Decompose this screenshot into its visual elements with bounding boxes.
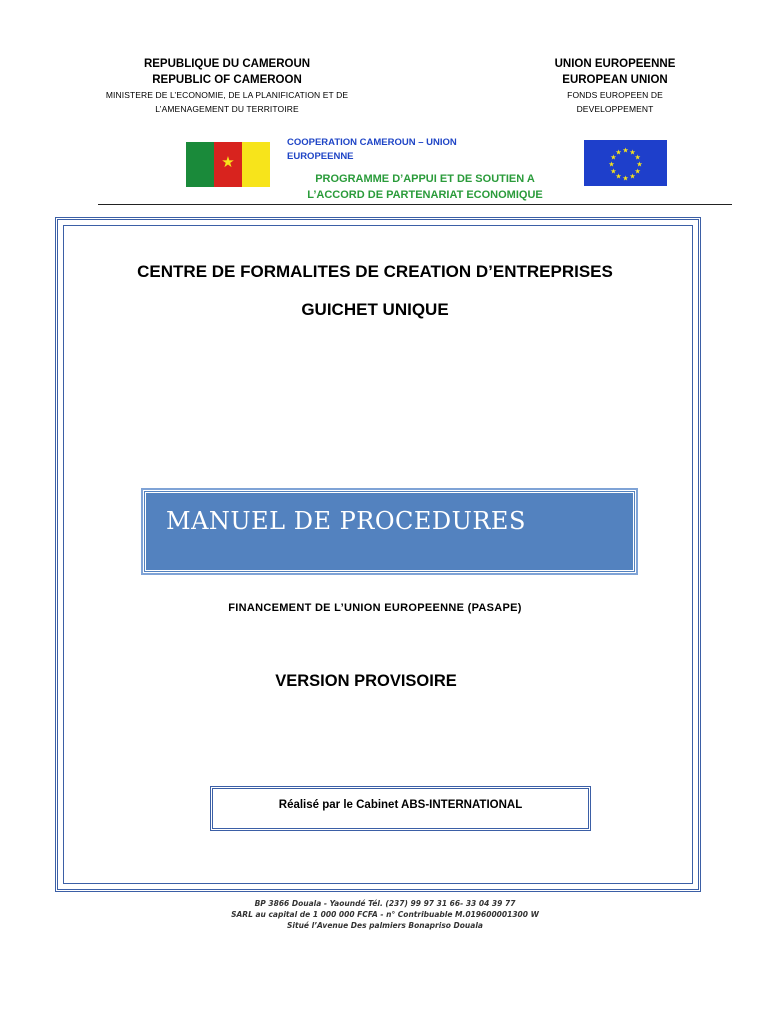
footer-line2: SARL au capital de 1 000 000 FCFA - n° Contribuable M.019600001300 W xyxy=(231,910,539,919)
svg-text:★: ★ xyxy=(634,167,641,176)
eu-flag-icon xyxy=(584,140,667,186)
cooperation-label xyxy=(287,136,527,164)
eu-stars-icon xyxy=(584,140,667,186)
ministry-line1: MINISTERE DE L’ECONOMIE, DE LA PLANIFICATION ET DE xyxy=(105,90,349,100)
document-title: CENTRE DE FORMALITES DE CREATION D’ENTREPRISES xyxy=(137,262,613,281)
version-label: VERSION PROVISOIRE xyxy=(275,672,457,690)
flag-stripe-red xyxy=(214,142,242,187)
svg-text:★: ★ xyxy=(622,174,629,183)
union-en: EUROPEAN UNION xyxy=(562,74,668,86)
footer xyxy=(150,898,620,931)
svg-text:★: ★ xyxy=(636,160,643,169)
cooperation-line1: COOPERATION CAMEROUN – UNION xyxy=(287,137,457,148)
svg-text:★: ★ xyxy=(610,153,617,162)
svg-text:★: ★ xyxy=(615,148,622,157)
author-label: Réalisé par le Cabinet ABS-INTERNATIONAL xyxy=(278,799,523,811)
financement-label: FINANCEMENT DE L’UNION EUROPEENNE (PASAPE) xyxy=(228,602,522,614)
svg-text:★: ★ xyxy=(608,160,615,169)
manual-banner xyxy=(143,490,636,573)
republic-en: REPUBLIC OF CAMEROON xyxy=(152,74,302,86)
footer-line3: Situé l’Avenue Des palmiers Bonapriso Douala xyxy=(287,921,483,930)
header-right xyxy=(520,56,710,116)
cooperation-line2: EUROPEENNE xyxy=(287,151,354,162)
union-fr: UNION EUROPEENNE xyxy=(554,58,676,70)
header-left xyxy=(92,56,362,116)
svg-text:★: ★ xyxy=(629,172,636,181)
programme-line1: PROGRAMME D’APPUI ET DE SOUTIEN A xyxy=(315,173,535,185)
programme-label xyxy=(270,171,580,203)
header-divider xyxy=(98,204,732,205)
republic-fr: REPUBLIQUE DU CAMEROUN xyxy=(143,58,311,70)
svg-text:★: ★ xyxy=(629,148,636,157)
fund-line2: DEVELOPPEMENT xyxy=(576,104,654,114)
cameroon-flag-icon xyxy=(186,142,270,187)
ministry-line2: L’AMENAGEMENT DU TERRITOIRE xyxy=(155,104,299,114)
document-subtitle: GUICHET UNIQUE xyxy=(301,300,449,319)
footer-line1: BP 3866 Douala - Yaoundé Tél. (237) 99 97 31 66- 33 04 39 77 xyxy=(254,899,516,908)
flag-stripe-yellow xyxy=(242,142,270,187)
programme-line2: L’ACCORD DE PARTENARIAT ECONOMIQUE xyxy=(307,189,543,201)
svg-text:★: ★ xyxy=(634,153,641,162)
flag-star-icon: ★ xyxy=(221,154,235,171)
svg-text:★: ★ xyxy=(615,172,622,181)
svg-text:★: ★ xyxy=(622,146,629,155)
flag-stripe-green xyxy=(186,142,214,187)
manual-title: MANUEL DE PROCEDURES xyxy=(166,507,526,535)
author-box xyxy=(210,786,591,831)
svg-text:★: ★ xyxy=(610,167,617,176)
fund-line1: FONDS EUROPEEN DE xyxy=(567,90,663,100)
